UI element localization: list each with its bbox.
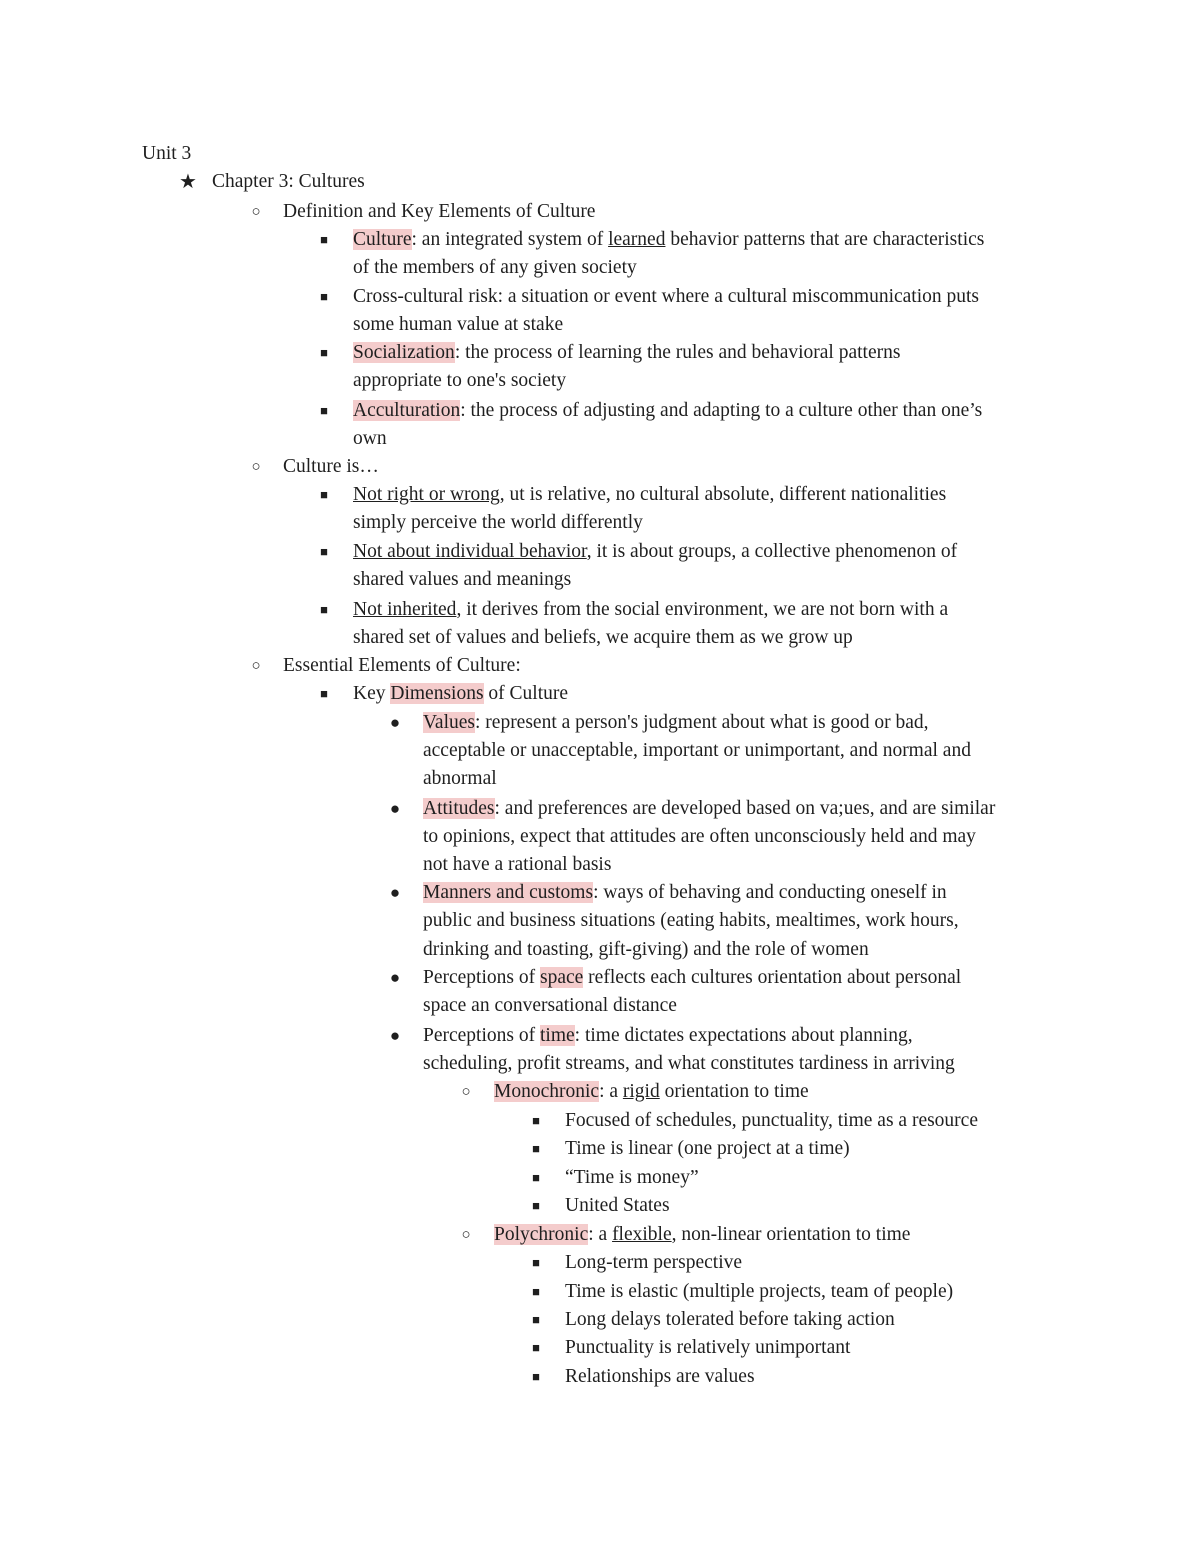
- list-item-manners: Manners and customs: ways of behaving and conducting oneself in: [423, 882, 947, 903]
- list-item-time-cont: scheduling, profit streams, and what constitutes tardiness in arriving: [423, 1053, 955, 1074]
- underlined-word: rigid: [622, 1081, 660, 1102]
- section-heading-culture-is: Culture is…: [283, 456, 379, 477]
- square-bullet-icon: ■: [532, 1141, 540, 1156]
- list-item-values: Values: represent a person's judgment about what is good or bad,: [423, 712, 929, 733]
- page-title: Unit 3: [142, 143, 192, 164]
- list-item-poly-4: Punctuality is relatively unimportant: [565, 1337, 851, 1358]
- list-item-relative-cont: simply perceive the world differently: [353, 512, 643, 533]
- list-item-groups-cont: shared values and meanings: [353, 569, 572, 590]
- square-bullet-icon: ■: [532, 1369, 540, 1384]
- dot-bullet-icon: ●: [389, 799, 401, 818]
- square-bullet-icon: ■: [532, 1170, 540, 1185]
- square-bullet-icon: ■: [532, 1284, 540, 1299]
- dot-bullet-icon: ●: [389, 713, 401, 732]
- list-item-inherited: Not inherited, it derives from the social environment, we are not born with a: [353, 599, 949, 620]
- list-item-manners-cont: public and business situations (eating habits, mealtimes, work hours,: [423, 910, 959, 931]
- list-item-mono-4: United States: [565, 1195, 670, 1216]
- list-item-attitudes-cont: to opinions, expect that attitudes are often unconsciously held and may: [423, 826, 976, 847]
- underlined-word: learned: [608, 229, 666, 250]
- chapter-heading: Chapter 3: Cultures: [212, 171, 365, 192]
- list-item-poly-2: Time is elastic (multiple projects, team of people): [565, 1281, 954, 1302]
- square-bullet-icon: ■: [532, 1198, 540, 1213]
- square-bullet-icon: ■: [320, 403, 328, 418]
- circle-bullet-icon: ○: [251, 459, 261, 475]
- list-item-key-dimensions: Key Dimensions of Culture: [353, 683, 569, 704]
- list-item-cross-cultural-risk: Cross-cultural risk: a situation or event where a cultural miscommunication puts: [353, 286, 980, 307]
- list-item-values-cont: abnormal: [423, 768, 497, 789]
- list-item-poly-5: Relationships are values: [565, 1366, 755, 1387]
- list-item-acculturation-cont: own: [353, 428, 387, 449]
- underlined-word: flexible: [612, 1224, 672, 1245]
- highlighted-term: time: [539, 1025, 575, 1046]
- highlighted-term: Socialization: [353, 342, 455, 363]
- highlighted-term: Attitudes: [423, 798, 495, 819]
- underlined-phrase: Not about individual behavior: [353, 541, 587, 562]
- list-item-manners-cont: drinking and toasting, gift-giving) and the role of women: [423, 939, 869, 960]
- square-bullet-icon: ■: [532, 1312, 540, 1327]
- square-bullet-icon: ■: [320, 345, 328, 360]
- circle-bullet-icon: ○: [461, 1084, 471, 1100]
- highlighted-term: space: [539, 967, 584, 988]
- highlighted-term: Culture: [353, 229, 412, 250]
- highlighted-term: Monochronic: [494, 1081, 600, 1102]
- list-item-mono-3: “Time is money”: [565, 1167, 699, 1188]
- list-item-mono-2: Time is linear (one project at a time): [565, 1138, 850, 1159]
- highlighted-term: Acculturation: [353, 400, 461, 421]
- list-item-monochronic: Monochronic: a rigid orientation to time: [494, 1081, 809, 1102]
- list-item-culture: Culture: an integrated system of learned behavior patterns that are characteristics: [353, 229, 985, 250]
- dot-bullet-icon: ●: [389, 883, 401, 902]
- circle-bullet-icon: ○: [461, 1227, 471, 1243]
- square-bullet-icon: ■: [532, 1255, 540, 1270]
- list-item-polychronic: Polychronic: a flexible, non-linear orientation to time: [494, 1224, 911, 1245]
- square-bullet-icon: ■: [320, 544, 328, 559]
- list-item-space: Perceptions of space reflects each cultures orientation about personal: [423, 967, 962, 988]
- circle-bullet-icon: ○: [251, 204, 261, 220]
- dot-bullet-icon: ●: [389, 968, 401, 987]
- circle-bullet-icon: ○: [251, 658, 261, 674]
- underlined-phrase: Not right or wrong: [353, 484, 500, 505]
- list-item-socialization: Socialization: the process of learning the rules and behavioral patterns: [353, 342, 901, 363]
- square-bullet-icon: ■: [320, 232, 328, 247]
- list-item-cross-cont: some human value at stake: [353, 314, 564, 335]
- square-bullet-icon: ■: [320, 686, 328, 701]
- list-item-attitudes-cont: not have a rational basis: [423, 854, 612, 875]
- highlighted-term: Polychronic: [494, 1224, 589, 1245]
- square-bullet-icon: ■: [320, 487, 328, 502]
- square-bullet-icon: ■: [320, 289, 328, 304]
- underlined-phrase: Not inherited: [353, 599, 457, 620]
- list-item-relative: Not right or wrong, ut is relative, no cultural absolute, different nationalities: [353, 484, 947, 505]
- dot-bullet-icon: ●: [389, 1026, 401, 1045]
- list-item-values-cont: acceptable or unacceptable, important or unimportant, and normal and: [423, 740, 971, 761]
- list-item-space-cont: space an conversational distance: [423, 995, 677, 1016]
- list-item-time: Perceptions of time: time dictates expectations about planning,: [423, 1025, 913, 1046]
- highlighted-term: Values: [423, 712, 475, 733]
- star-bullet-icon: ★: [179, 171, 197, 193]
- list-item-groups: Not about individual behavior, it is about groups, a collective phenomenon of: [353, 541, 958, 562]
- list-item-acculturation: Acculturation: the process of adjusting and adapting to a culture other than one’s: [353, 400, 983, 421]
- list-item-poly-1: Long-term perspective: [565, 1252, 743, 1273]
- highlighted-term: Dimensions: [390, 683, 484, 704]
- square-bullet-icon: ■: [532, 1340, 540, 1355]
- list-item-socialization-cont: appropriate to one's society: [353, 370, 567, 391]
- section-heading-definition: Definition and Key Elements of Culture: [283, 201, 596, 222]
- list-item-poly-3: Long delays tolerated before taking action: [565, 1309, 895, 1330]
- list-item-inherited-cont: shared set of values and beliefs, we acquire them as we grow up: [353, 627, 853, 648]
- section-heading-essential: Essential Elements of Culture:: [283, 655, 521, 676]
- square-bullet-icon: ■: [532, 1113, 540, 1128]
- highlighted-term: Manners and customs: [423, 882, 594, 903]
- list-item-mono-1: Focused of schedules, punctuality, time as a resource: [565, 1110, 978, 1131]
- square-bullet-icon: ■: [320, 602, 328, 617]
- list-item-culture-cont: of the members of any given society: [353, 257, 637, 278]
- list-item-attitudes: Attitudes: and preferences are developed based on va;ues, and are similar: [423, 798, 996, 819]
